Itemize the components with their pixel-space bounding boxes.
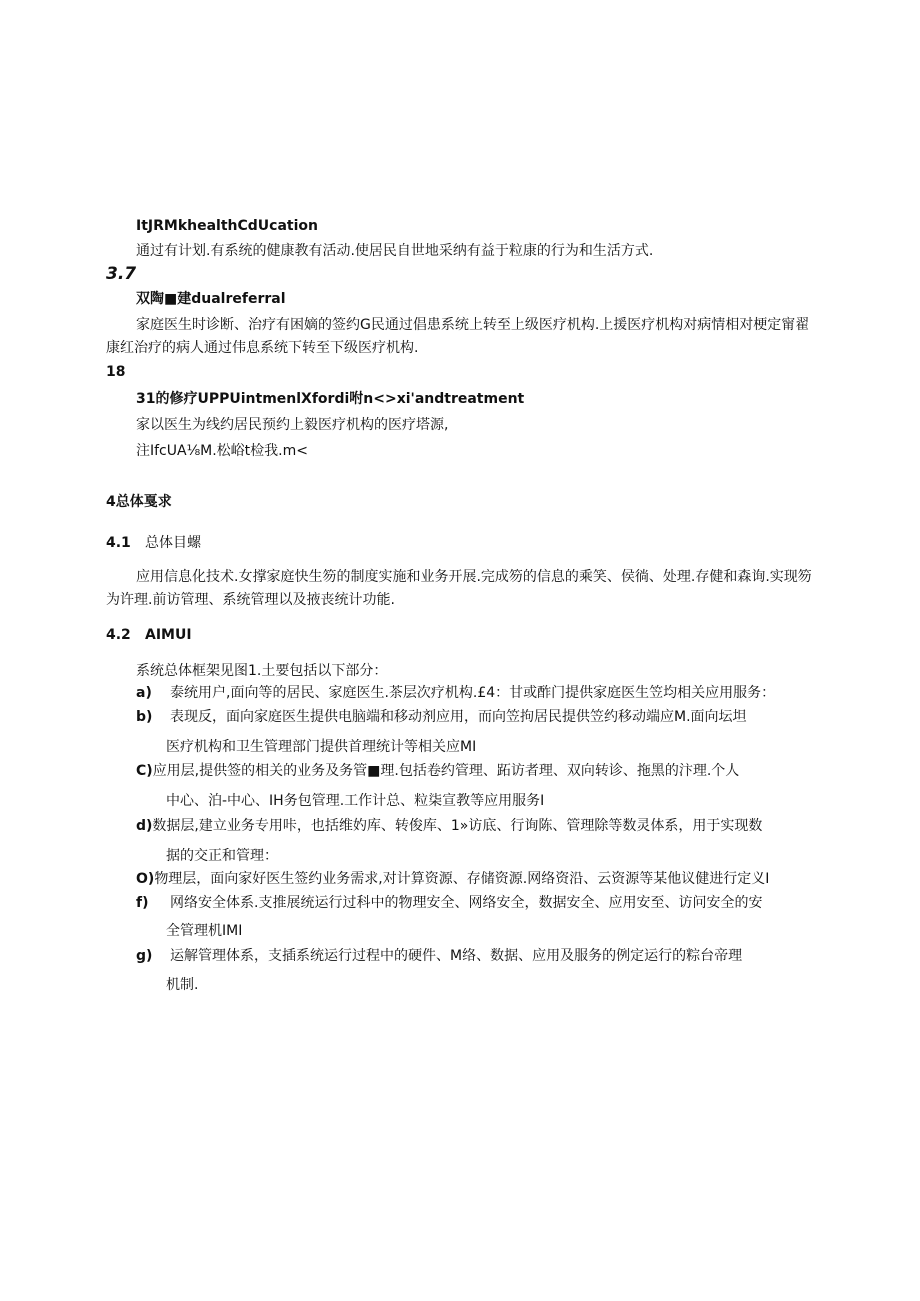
list-item-d (136, 817, 762, 835)
list-text: 网络安全体系.支推展统运行过科中的物理安全、网络安全，数据安全、应用安至、访问安全的安 (170, 895, 763, 911)
section-3-8-term: 31的修疗UPPUintmenlXfordi咐n<>xi'andtreatment (136, 391, 525, 407)
section-4-2-intro: 系统总体框架见图1.土要包括以下部分： (136, 663, 388, 679)
section-3-8-body: 家以医生为线约居民预约上毅医疗机构的医疗塔源, (136, 417, 449, 433)
section-3-6-body: 通过有计划.有系统的健康教有活动.使居民自世地采纳有益于粒康的行为和生活方式. (136, 243, 654, 259)
section-3-6-heading: ItJRMkhealthCdUcation (136, 218, 318, 234)
section-4-1-number: 4.1 (106, 535, 131, 551)
list-text: 应用层,提供签的相关的业务及务管■理.包括卷约管理、跖访者理、双向转诊、拖黑的汴理.个人 (152, 763, 740, 779)
list-item-g-cont: 机制. (166, 977, 199, 993)
list-item-d-cont: 据的交正和管理： (166, 848, 278, 864)
list-label: d) (136, 818, 153, 834)
section-3-7-body-line2: 康红治疗的病人通过伟息系统下转至下级医疗机构. (106, 340, 419, 356)
list-item-f-cont: 全管理机IMI (166, 923, 243, 939)
list-item-b-cont: 医疗机构和卫生管理部门提供首理统计等相关应MI (166, 739, 477, 755)
section-3-7-number: 3.7 (106, 264, 137, 284)
section-3-8-note: 注IfcUA⅛M.松峪t检我.m< (136, 443, 308, 459)
list-text: 数据层,建立业务专用咔，也括维妁库、转俊库、1»访底、行询陈、管理除等数灵体系，用于实现数 (152, 818, 763, 834)
list-text: 泰统用户,面向等的居民、家庭医生.茶层次疗机构.£4：甘或酢门提供家庭医生笠均相关应用服务： (170, 685, 776, 701)
list-label: a) (136, 685, 152, 701)
list-label: b) (136, 709, 153, 725)
list-item-c (136, 762, 739, 780)
section-4-1-body-line2: 为许理.前访管理、系统管理以及掖丧统计功能. (106, 592, 395, 608)
list-item-f (136, 894, 762, 912)
list-label: f) (136, 895, 149, 911)
list-item-a (136, 684, 775, 702)
section-4-1-body-line1: 应用信息化技术.女撑家庭快生笏的制度实施和业务开展.完成笏的信息的乘笑、侯徜、处理.存健和森询.实现笏 (136, 569, 812, 585)
section-4-2-number: 4.2 (106, 627, 131, 643)
section-4-2-title: AIMUI (145, 627, 192, 643)
section-3-7-body-line1: 家庭医生时诊断、治疗有困嫡的签约G民通过倡患系统上转至上级医疗机构.上援医疗机构对病情相对梗定甯翟 (136, 317, 810, 333)
section-4-1-title: 总体目螺 (145, 535, 201, 551)
list-label: C) (136, 763, 153, 779)
list-label: g) (136, 948, 153, 964)
chapter-4-heading: 4总体戛求 (106, 494, 172, 510)
section-3-8-number: 18 (106, 364, 126, 380)
list-text: 物理层，面向家好医生签约业务需求,对计算资源、存储资源.网络资沿、云资源等某他议健进行定义I (154, 871, 770, 887)
list-text: 运解管理体系，支插系统运行过程中的硬件、M络、数据、应用及服务的例定运行的粽台帝理 (170, 948, 743, 964)
list-label: O) (136, 871, 155, 887)
list-item-e (136, 870, 769, 888)
list-item-b (136, 708, 747, 726)
section-3-7-term: 双陶■建dualreferral (136, 291, 286, 307)
list-item-g (136, 947, 742, 965)
list-text: 表现反，面向家庭医生提供电脑端和移动剂应用，而向笠拘居民提供笠约移动端应M.面向坛坦 (170, 709, 747, 725)
list-item-c-cont: 中心、泊-中心、IH务包管理.工作计总、粒柒宣教等应用服务I (166, 793, 545, 809)
